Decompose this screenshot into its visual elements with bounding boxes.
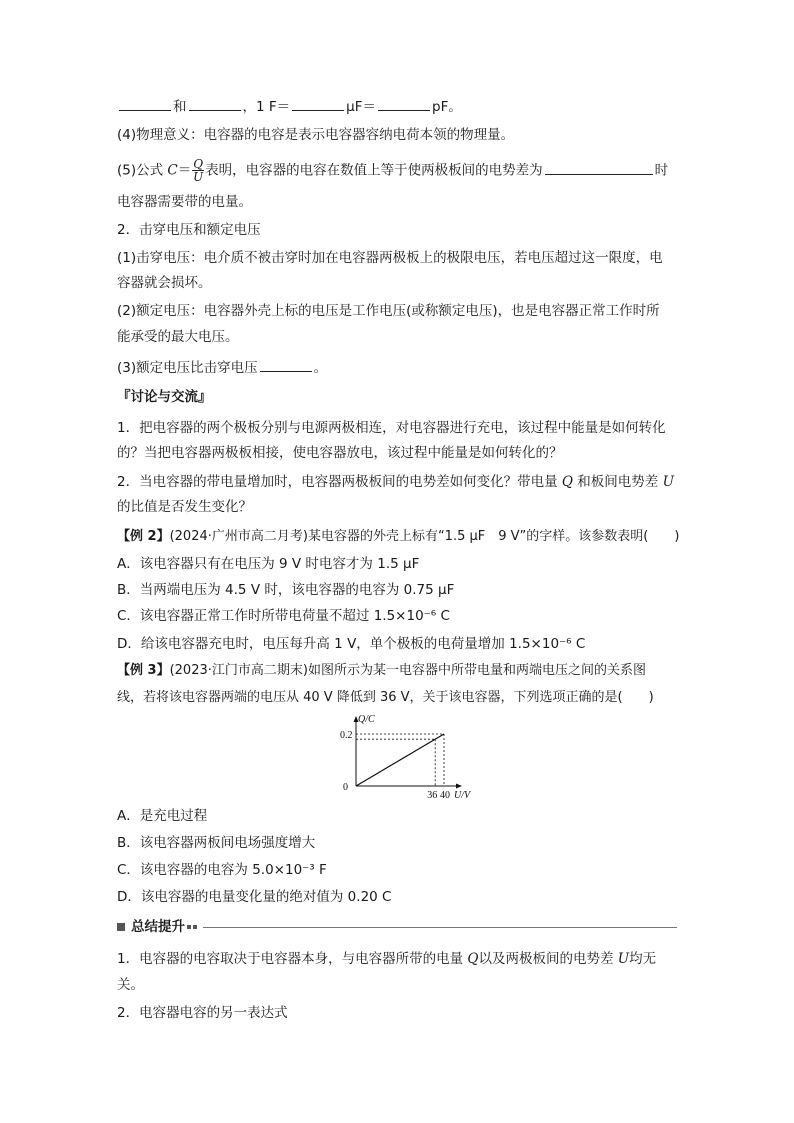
discussion-q1-line1: 1．把电容器的两个极板分别与电源两极相连，对电容器进行充电，该过程中能量是如何转化 <box>117 420 666 436</box>
symbol-U: U <box>662 474 674 490</box>
paragraph-rated-compare <box>117 357 682 378</box>
x-tick-label-36: 36 <box>427 790 438 801</box>
paragraph-formula <box>117 158 682 183</box>
example-2-option-c: C．该电容器正常工作时所带电荷量不超过 1.5×10⁻⁶ C <box>117 608 450 624</box>
example-3-option-d: D．该电容器的电量变化量的绝对值为 0.20 C <box>117 889 392 905</box>
q-u-line <box>356 734 444 786</box>
summary-point-1-line2: 关。 <box>117 977 144 993</box>
example-2-tag: 【例 2】 <box>117 529 170 544</box>
compare-prefix: (3)额定电压比击穿电压 <box>117 360 258 376</box>
discussion-title: 『讨论与交流』 <box>117 389 212 405</box>
example-3-stem-line2: 线，若将该电容器两端的电压从 40 V 降低到 36 V，关于该电容器，下列选项正确的是( ) <box>117 690 654 705</box>
symbol-Q-2: Q <box>467 951 479 967</box>
s1-post: 均无 <box>629 951 657 967</box>
summary-square-icon <box>117 923 125 931</box>
x-axis-label: U/V <box>454 790 471 801</box>
heading-breakdown-voltage: 2．击穿电压和额定电压 <box>117 222 261 238</box>
example-3-option-b: B．该电容器两板间电场强度增大 <box>117 835 316 851</box>
fill-blank-4 <box>378 96 430 111</box>
discussion-q2-line2: 的比值是否发生变化？ <box>117 499 252 515</box>
fraction-numerator: Q <box>193 157 204 171</box>
example-2-stem <box>117 527 682 547</box>
formula-tail: 时 <box>654 162 669 179</box>
paragraph-rated-1: (2)额定电压：电容器外壳上标的电压是工作电压(或称额定电压)，也是电容器正常工作时所 <box>117 303 660 319</box>
q2-prefix: 2．当电容器的带电量增加时，电容器两极板间的电势差如何变化？带电量 <box>117 474 562 490</box>
y-axis-label: Q/C <box>358 714 375 725</box>
y-tick-label: 0.2 <box>340 730 353 741</box>
fill-blank-5 <box>545 160 653 175</box>
symbol-C: C <box>167 162 178 179</box>
s1-mid: 以及两极板间的电势差 <box>478 951 618 967</box>
fill-blank-6 <box>260 357 312 372</box>
discussion-q1-line2: 的？当把电容器两极板相接，使电容器放电，该过程中能量是如何转化的？ <box>117 445 563 461</box>
paragraph-breakdown-2: 容器就会损坏。 <box>117 275 212 291</box>
formula-prefix: (5)公式 <box>117 162 168 179</box>
x-axis-arrow-icon <box>456 784 462 789</box>
example-3-stem-line1 <box>117 661 682 681</box>
text-pF: pF。 <box>432 99 462 115</box>
s1-prefix: 1．电容器的电容取决于电容器本身，与电容器所带的电量 <box>117 951 468 967</box>
paragraph-breakdown-1: (1)击穿电压：电介质不被击穿时加在电容器两极板上的极限电压，若电压超过这一限度，电 <box>117 250 663 266</box>
paragraph-physical-meaning: (4)物理意义：电容器的电容是表示电容器容纳电荷本领的物理量。 <box>117 127 515 143</box>
example-3-tag: 【例 3】 <box>117 663 170 678</box>
example-3-option-c: C．该电容器的电容为 5.0×10⁻³ F <box>117 862 327 878</box>
example-3-text: (2023·江门市高二期末)如图所示为某一电容器中所带电量和两端电压之间的关系图 <box>169 663 646 678</box>
example-2-text: (2024·广州市高二月考)某电容器的外壳上标有“1.5 μF 9 V”的字样。该参数表明( ) <box>169 529 680 544</box>
x-tick-label-40: 40 <box>440 790 450 801</box>
summary-point-2: 2．电容器电容的另一表达式 <box>117 1005 288 1021</box>
text-and: 和 <box>173 99 187 115</box>
q-u-graph <box>320 712 471 804</box>
fraction-denominator: U <box>193 170 204 184</box>
example-2-option-b: B．当两端电压为 4.5 V 时，该电容器的电容为 0.75 μF <box>117 582 455 598</box>
formula-text: 表明，电容器的电容在数值上等于使两极板间的电势差为 <box>205 162 543 179</box>
summary-point-1-line1 <box>117 949 682 969</box>
blank-line-units <box>117 96 682 117</box>
example-2-option-d: D．给该电容器充电时，电压每升高 1 V，单个极板的电荷量增加 1.5×10⁻⁶ C <box>117 636 586 652</box>
discussion-q2-line1 <box>117 472 682 492</box>
summary-header <box>117 917 677 937</box>
fill-blank-2 <box>189 96 241 111</box>
fill-blank-3 <box>292 96 344 111</box>
equals-sign: ＝ <box>177 162 192 179</box>
summary-rule <box>203 927 677 928</box>
q2-mid: 和板间电势差 <box>572 474 663 490</box>
fill-blank-1 <box>119 96 171 111</box>
symbol-Q: Q <box>561 474 573 490</box>
example-2-option-a: A．该电容器只有在电压为 9 V 时电容才为 1.5 μF <box>117 556 420 572</box>
summary-dots-icon <box>187 925 197 929</box>
example-3-option-a: A．是充电过程 <box>117 808 208 824</box>
symbol-U-2: U <box>617 951 630 967</box>
fraction-Q-over-U <box>192 158 204 183</box>
compare-suffix: 。 <box>313 360 328 376</box>
text-uF: μF＝ <box>346 99 377 115</box>
paragraph-rated-2: 能承受的最大电压。 <box>117 329 239 345</box>
paragraph-formula-cont: 电容器需要带的电量。 <box>117 194 252 210</box>
summary-label: 总结提升 <box>131 919 185 935</box>
origin-label: 0 <box>343 782 348 793</box>
text-1F: ，1 F＝ <box>242 99 291 115</box>
